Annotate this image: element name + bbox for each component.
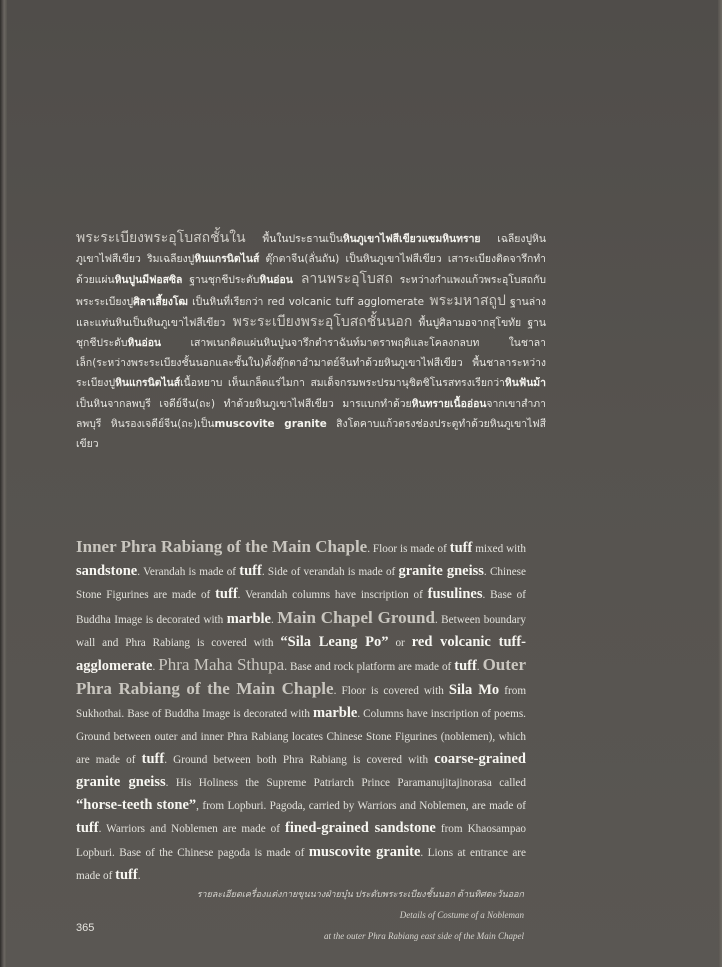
thai-rock-term: หินอ่อน xyxy=(127,337,162,350)
english-rock-term: fusulines xyxy=(427,586,483,603)
thai-heading: พระระเบียงพระอุโบสถชั้นนอก xyxy=(225,313,413,330)
thai-rock-term: หินอ่อน xyxy=(259,274,293,287)
thai-text: สิงโตคาบแก้วตรงช่องประตูทำด้วยหินภูเขาไฟสีเขียว xyxy=(76,417,546,451)
english-rock-term: marble xyxy=(226,610,271,627)
english-rock-term: “horse-teeth stone” xyxy=(76,797,197,814)
english-rock-term: red volcanic tuff-agglomerate xyxy=(76,633,526,675)
caption-line-1: Details of Costume of a Nobleman xyxy=(399,910,524,920)
english-text: . Base and rock platform are made of xyxy=(284,661,455,674)
thai-text: เป็นหินจากลพบุรี เจดีย์จีน(ถะ) ทำด้วยหินภูเขาไฟสีเขียว มารแบกทำด้วย xyxy=(76,397,412,410)
english-rock-term: “Sila Leang Po” xyxy=(280,633,389,650)
english-heading: Main Chapel Ground xyxy=(277,607,435,627)
thai-text: ระหว่างกำแพงแก้วพระอุโบสถกับพระระเบียงปู xyxy=(76,274,546,308)
english-rock-term: tuff xyxy=(215,586,238,603)
english-rock-term: tuff xyxy=(449,540,473,556)
page-binding-edge xyxy=(0,0,7,967)
caption-thai: รายละเอียดเครื่องแต่งกายขุนนางฝ่ายบุ๋น ประดับพระระเบียงชั้นนอก ด้านทิศตะวันออก xyxy=(196,889,524,899)
thai-text: ฐานชุกชีประดับ xyxy=(182,274,260,287)
english-description-paragraph xyxy=(76,536,526,887)
thai-heading: พระระเบียงพระอุโบสถชั้นใน xyxy=(76,230,246,246)
english-text: . xyxy=(476,661,483,674)
english-heading: Outer Phra Rabiang of the Main Chaple xyxy=(76,655,526,699)
figure-caption xyxy=(194,884,524,947)
english-heading: Inner Phra Rabiang of the Main Chaple xyxy=(76,537,368,556)
english-text: . xyxy=(270,613,278,626)
thai-text: พื้นปูศิลามอจากสุโขทัย ฐานชุกชีประดับ xyxy=(76,316,546,350)
thai-text: ฐานล่างและแท่นหินเป็นหินภูเขาไฟสีเขียว xyxy=(76,295,546,329)
english-text: . Chinese Stone Figurines are made of xyxy=(76,566,526,602)
thai-rock-term: หินแกรนิตไนส์ xyxy=(194,253,260,266)
thai-text: ตุ๊กตาจีน(ลั่นถัน) เป็นหินภูเขาไฟสีเขียว เสาระเบียงติดจารึกทำด้วยแผ่น xyxy=(76,253,546,287)
english-text: from Khaosampao Lopburi. Base of the Chinese pagoda is made of xyxy=(76,823,526,859)
caption-line-2: at the outer Phra Rabiang east side of the Main Chapel xyxy=(324,931,524,941)
english-rock-term: tuff xyxy=(454,658,477,675)
english-text: . Floor is made of xyxy=(367,543,450,555)
english-text: . Floor is covered with xyxy=(333,685,449,698)
english-text: . xyxy=(152,661,159,674)
thai-rock-term: หินแกรนิตไนส์ xyxy=(115,377,181,390)
english-rock-term: muscovite granite xyxy=(308,843,421,860)
thai-heading: พระมหาสถูป xyxy=(424,292,506,309)
english-text: . Between boundary wall and Phra Rabiang is covered with xyxy=(76,613,526,649)
page-outer-edge xyxy=(718,0,722,967)
english-heading: Phra Maha Sthupa xyxy=(158,655,285,675)
thai-heading: ลานพระอุโบสถ xyxy=(292,271,393,288)
thai-rock-term: muscovite granite xyxy=(214,417,327,430)
english-text: mixed with xyxy=(472,543,526,555)
english-text: . His Holiness the Supreme Patriarch Prince Paramanujitajinorasa called xyxy=(165,777,526,790)
english-text: . Columns have inscription of poems. Ground between outer and inner Phra Rabiang locates Chinese Stone Figurines (noblemen), which are made of xyxy=(76,708,526,766)
english-text: . Ground between both Phra Rabiang is covered with xyxy=(164,753,435,766)
thai-text: เนื้อหยาบ เห็นเกล็ดแร่ไมกา สมเด็จกรมพระปรมานุชิตชิโนรสทรงเรียกว่า xyxy=(180,377,505,390)
thai-rock-term: หินภูเขาไฟสีเขียวแซมหินทราย xyxy=(342,233,481,245)
thai-rock-term: หินทรายเนื้ออ่อน xyxy=(411,397,487,410)
english-rock-term: coarse-grained granite gneiss xyxy=(76,750,526,791)
english-text: , from Lopburi. Pagoda, carried by Warriors and Noblemen, are made of xyxy=(196,800,526,813)
thai-text: เป็นหินที่เรียกว่า red volcanic tuff agglomerate xyxy=(187,295,425,308)
thai-text: เฉลียงปูหินภูเขาไฟสีเขียว ริมเฉลียงปู xyxy=(76,233,547,266)
english-text: . Lions at entrance are made of xyxy=(76,846,527,882)
english-rock-term: fined-grained sandstone xyxy=(284,820,436,837)
thai-rock-term: ศิลาเสี้ยงโฒ xyxy=(133,295,188,308)
english-text: . Verandah is made of xyxy=(137,566,240,579)
thai-description-paragraph xyxy=(76,228,546,454)
english-text: or xyxy=(388,636,412,649)
english-text: . Verandah columns have inscription of xyxy=(237,589,428,602)
english-rock-term: Sila Mo xyxy=(448,682,500,699)
english-rock-term: tuff xyxy=(239,563,262,580)
english-text: . Side of verandah is made of xyxy=(261,566,399,579)
thai-rock-term: หินฟันม้า xyxy=(504,377,546,390)
thai-text: จากเขาสำภาลพบุรี หินรองเจดีย์จีน(ถะ)เป็น xyxy=(76,397,546,430)
english-rock-term: tuff xyxy=(115,866,138,883)
english-rock-term: tuff xyxy=(141,750,165,767)
english-text: from Sukhothai. Base of Buddha Image is decorated with xyxy=(76,685,527,721)
thai-text: เสาพเนกติดแผ่นหินปูนจารึกตำราฉันท์มาตราพฤติและโคลงกลบท ในชาลาเล็ก(ระหว่างพระระเบียงชั้นนอกและชั้นใน)ตั้งตุ๊กตาอำมาตย์จีนทำด้วยหินภูเขาไฟสีเขียว พื้นชาลาระหว่างระเบียงปู xyxy=(76,337,546,390)
english-text: . Warriors and Noblemen are made of xyxy=(98,823,285,836)
thai-rock-term: หินปูนมีฟอสซิล xyxy=(114,274,183,287)
page-number: 365 xyxy=(76,922,95,934)
thai-text: พื้นในประธานเป็น xyxy=(245,233,343,245)
english-rock-term: sandstone xyxy=(76,563,138,580)
english-rock-term: marble xyxy=(313,705,358,722)
english-rock-term: granite gneiss xyxy=(398,563,484,580)
english-rock-term: tuff xyxy=(76,820,99,837)
english-text: . xyxy=(137,869,141,882)
english-text: . Base of Buddha Image is decorated with xyxy=(76,589,526,626)
